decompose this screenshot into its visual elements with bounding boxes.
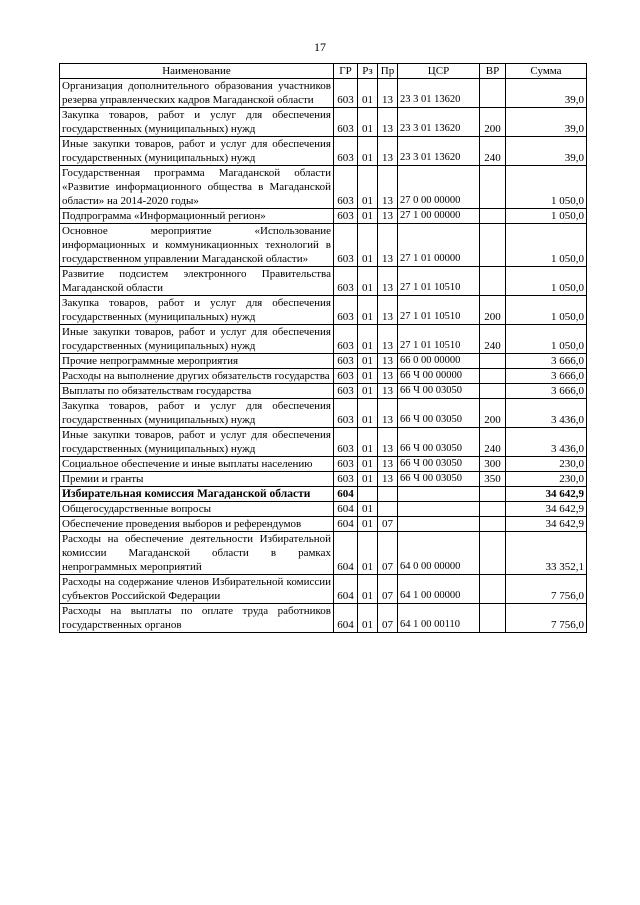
cell-sum: 39,0 (506, 137, 587, 166)
cell-name: Расходы на содержание членов Избирательной комиссии субъектов Российской Федерации (60, 575, 334, 604)
table-row (60, 137, 587, 166)
cell-vr: 350 (480, 472, 506, 487)
cell-gr: 603 (334, 137, 358, 166)
cell-csr: 27 1 01 10510 (398, 267, 480, 296)
cell-name: Расходы на обеспечение деятельности Избирательной комиссии Магаданской области в рамках непрограммных мероприятий (60, 532, 334, 575)
cell-name: Выплаты по обязательствам государства (60, 384, 334, 399)
cell-vr (480, 384, 506, 399)
cell-vr (480, 604, 506, 633)
table-row (60, 532, 587, 575)
table-row (60, 604, 587, 633)
cell-csr: 23 3 01 13620 (398, 137, 480, 166)
cell-name: Основное мероприятие «Использование информационных и коммуникационных технологий в государственном управлении Магаданской области» (60, 224, 334, 267)
cell-vr: 240 (480, 428, 506, 457)
cell-vr (480, 487, 506, 502)
cell-sum: 39,0 (506, 79, 587, 108)
table-row (60, 457, 587, 472)
cell-name: Премии и гранты (60, 472, 334, 487)
table-row (60, 267, 587, 296)
cell-rz: 01 (358, 457, 378, 472)
cell-gr: 604 (334, 532, 358, 575)
cell-gr: 603 (334, 354, 358, 369)
budget-table (59, 63, 587, 633)
cell-pr: 13 (378, 428, 398, 457)
cell-vr (480, 79, 506, 108)
cell-sum: 3 666,0 (506, 384, 587, 399)
cell-pr: 13 (378, 209, 398, 224)
cell-name: Иные закупки товаров, работ и услуг для обеспечения государственных (муниципальных) нужд (60, 137, 334, 166)
cell-csr: 27 1 00 00000 (398, 209, 480, 224)
table-row (60, 502, 587, 517)
cell-vr (480, 166, 506, 209)
cell-gr: 603 (334, 209, 358, 224)
cell-csr: 66 0 00 00000 (398, 354, 480, 369)
cell-gr: 603 (334, 457, 358, 472)
table-row (60, 487, 587, 502)
cell-vr (480, 532, 506, 575)
cell-name: Развитие подсистем электронного Правительства Магаданской области (60, 267, 334, 296)
cell-gr: 603 (334, 166, 358, 209)
table-row (60, 354, 587, 369)
cell-vr (480, 224, 506, 267)
cell-name: Закупка товаров, работ и услуг для обеспечения государственных (муниципальных) нужд (60, 296, 334, 325)
cell-pr: 13 (378, 457, 398, 472)
cell-sum: 34 642,9 (506, 502, 587, 517)
cell-rz: 01 (358, 428, 378, 457)
cell-gr: 603 (334, 296, 358, 325)
cell-rz: 01 (358, 472, 378, 487)
cell-rz: 01 (358, 502, 378, 517)
cell-rz: 01 (358, 532, 378, 575)
cell-rz: 01 (358, 369, 378, 384)
cell-sum: 3 666,0 (506, 369, 587, 384)
cell-rz: 01 (358, 604, 378, 633)
cell-name: Закупка товаров, работ и услуг для обеспечения государственных (муниципальных) нужд (60, 399, 334, 428)
header-name: Наименование (60, 64, 334, 79)
cell-name: Закупка товаров, работ и услуг для обеспечения государственных (муниципальных) нужд (60, 108, 334, 137)
cell-sum: 1 050,0 (506, 224, 587, 267)
cell-name: Организация дополнительного образования участников резерва управленческих кадров Магаданской области (60, 79, 334, 108)
table-row (60, 369, 587, 384)
cell-csr: 66 Ч 00 03050 (398, 384, 480, 399)
cell-gr: 604 (334, 502, 358, 517)
cell-rz: 01 (358, 209, 378, 224)
header-pr: Пр (378, 64, 398, 79)
cell-csr: 66 Ч 00 03050 (398, 472, 480, 487)
cell-name: Социальное обеспечение и иные выплаты населению (60, 457, 334, 472)
cell-pr: 07 (378, 517, 398, 532)
cell-name: Прочие непрограммные мероприятия (60, 354, 334, 369)
cell-name: Иные закупки товаров, работ и услуг для обеспечения государственных (муниципальных) нужд (60, 428, 334, 457)
cell-vr: 200 (480, 399, 506, 428)
cell-pr: 13 (378, 399, 398, 428)
cell-csr (398, 517, 480, 532)
cell-pr: 13 (378, 79, 398, 108)
header-sum: Сумма (506, 64, 587, 79)
page-number: 17 (314, 40, 326, 54)
cell-rz: 01 (358, 325, 378, 354)
cell-vr: 240 (480, 325, 506, 354)
cell-sum: 33 352,1 (506, 532, 587, 575)
table-row (60, 575, 587, 604)
cell-pr: 07 (378, 575, 398, 604)
cell-sum: 1 050,0 (506, 267, 587, 296)
cell-rz: 01 (358, 399, 378, 428)
table-row (60, 428, 587, 457)
cell-sum: 1 050,0 (506, 325, 587, 354)
cell-rz: 01 (358, 224, 378, 267)
cell-csr: 64 0 00 00000 (398, 532, 480, 575)
cell-pr: 07 (378, 604, 398, 633)
header-vr: ВР (480, 64, 506, 79)
cell-csr: 66 Ч 00 03050 (398, 428, 480, 457)
cell-vr: 200 (480, 296, 506, 325)
cell-csr: 66 Ч 00 03050 (398, 457, 480, 472)
cell-gr: 604 (334, 575, 358, 604)
cell-gr: 603 (334, 399, 358, 428)
cell-gr: 603 (334, 325, 358, 354)
table-row (60, 384, 587, 399)
cell-csr: 27 1 01 10510 (398, 325, 480, 354)
cell-pr (378, 502, 398, 517)
cell-name: Иные закупки товаров, работ и услуг для обеспечения государственных (муниципальных) нужд (60, 325, 334, 354)
cell-sum: 34 642,9 (506, 517, 587, 532)
cell-gr: 604 (334, 487, 358, 502)
cell-csr (398, 502, 480, 517)
cell-vr (480, 369, 506, 384)
cell-rz: 01 (358, 166, 378, 209)
cell-csr: 27 1 01 10510 (398, 296, 480, 325)
cell-pr: 13 (378, 137, 398, 166)
cell-sum: 1 050,0 (506, 296, 587, 325)
cell-csr: 64 1 00 00110 (398, 604, 480, 633)
cell-pr: 13 (378, 296, 398, 325)
header-csr: ЦСР (398, 64, 480, 79)
cell-vr: 240 (480, 137, 506, 166)
table-row (60, 108, 587, 137)
cell-vr: 300 (480, 457, 506, 472)
cell-rz: 01 (358, 575, 378, 604)
table-body (60, 79, 587, 633)
table-row (60, 399, 587, 428)
cell-vr (480, 575, 506, 604)
cell-name: Подпрограмма «Информационный регион» (60, 209, 334, 224)
cell-name: Обеспечение проведения выборов и референдумов (60, 517, 334, 532)
table-row (60, 325, 587, 354)
header-rz: Рз (358, 64, 378, 79)
table-row (60, 166, 587, 209)
cell-gr: 604 (334, 604, 358, 633)
cell-sum: 3 436,0 (506, 428, 587, 457)
table-row (60, 224, 587, 267)
cell-pr: 13 (378, 267, 398, 296)
cell-gr: 603 (334, 224, 358, 267)
table-row (60, 296, 587, 325)
table-row (60, 79, 587, 108)
cell-name: Государственная программа Магаданской области «Развитие информационного общества в Магаданской области» на 2014-2020 годы» (60, 166, 334, 209)
table-row (60, 209, 587, 224)
cell-sum: 7 756,0 (506, 575, 587, 604)
cell-pr: 13 (378, 108, 398, 137)
cell-csr: 23 3 01 13620 (398, 79, 480, 108)
cell-csr (398, 487, 480, 502)
cell-vr: 200 (480, 108, 506, 137)
cell-gr: 603 (334, 369, 358, 384)
cell-csr: 66 Ч 00 00000 (398, 369, 480, 384)
cell-pr: 13 (378, 384, 398, 399)
cell-sum: 39,0 (506, 108, 587, 137)
cell-vr (480, 502, 506, 517)
cell-rz: 01 (358, 79, 378, 108)
cell-vr (480, 354, 506, 369)
cell-gr: 603 (334, 108, 358, 137)
cell-rz: 01 (358, 137, 378, 166)
cell-sum: 3 436,0 (506, 399, 587, 428)
cell-sum: 34 642,9 (506, 487, 587, 502)
cell-name: Избирательная комиссия Магаданской области (60, 487, 334, 502)
cell-rz: 01 (358, 108, 378, 137)
cell-vr (480, 209, 506, 224)
cell-csr: 64 1 00 00000 (398, 575, 480, 604)
table-row (60, 517, 587, 532)
cell-rz: 01 (358, 267, 378, 296)
cell-pr: 13 (378, 224, 398, 267)
cell-name: Расходы на выплаты по оплате труда работников государственных органов (60, 604, 334, 633)
cell-vr (480, 267, 506, 296)
cell-csr: 27 0 00 00000 (398, 166, 480, 209)
cell-sum: 3 666,0 (506, 354, 587, 369)
cell-rz (358, 487, 378, 502)
cell-rz: 01 (358, 296, 378, 325)
cell-gr: 603 (334, 79, 358, 108)
cell-pr: 13 (378, 472, 398, 487)
header-gr: ГР (334, 64, 358, 79)
cell-gr: 603 (334, 428, 358, 457)
table-header-row (60, 64, 587, 79)
cell-pr: 13 (378, 325, 398, 354)
cell-gr: 604 (334, 517, 358, 532)
cell-rz: 01 (358, 517, 378, 532)
cell-csr: 23 3 01 13620 (398, 108, 480, 137)
cell-csr: 27 1 01 00000 (398, 224, 480, 267)
cell-sum: 230,0 (506, 457, 587, 472)
cell-csr: 66 Ч 00 03050 (398, 399, 480, 428)
cell-pr: 07 (378, 532, 398, 575)
cell-sum: 1 050,0 (506, 209, 587, 224)
cell-gr: 603 (334, 384, 358, 399)
cell-pr (378, 487, 398, 502)
cell-pr: 13 (378, 369, 398, 384)
cell-gr: 603 (334, 267, 358, 296)
table-row (60, 472, 587, 487)
cell-sum: 230,0 (506, 472, 587, 487)
cell-rz: 01 (358, 354, 378, 369)
cell-gr: 603 (334, 472, 358, 487)
cell-vr (480, 517, 506, 532)
cell-name: Расходы на выполнение других обязательств государства (60, 369, 334, 384)
cell-name: Общегосударственные вопросы (60, 502, 334, 517)
cell-rz: 01 (358, 384, 378, 399)
cell-sum: 1 050,0 (506, 166, 587, 209)
cell-sum: 7 756,0 (506, 604, 587, 633)
cell-pr: 13 (378, 166, 398, 209)
cell-pr: 13 (378, 354, 398, 369)
